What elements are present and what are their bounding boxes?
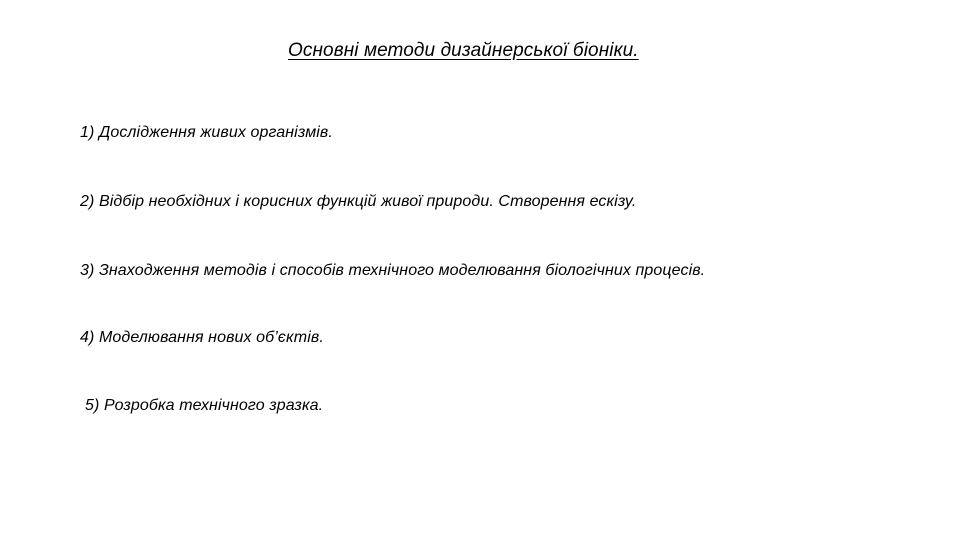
list-item-5: 5) Розробка технічного зразка. <box>85 397 324 414</box>
slide-title: Основні методи дизайнерської біоніки. <box>288 40 639 61</box>
list-item-1: 1) Дослідження живих організмів. <box>80 124 333 141</box>
list-item-3: 3) Знаходження методів і способів технічного моделювання біологічних процесів. <box>80 262 706 279</box>
list-item-4: 4) Моделювання нових об’єктів. <box>80 329 324 346</box>
list-item-2: 2) Відбір необхідних і корисних функцій живої природи. Створення ескізу. <box>80 193 637 210</box>
